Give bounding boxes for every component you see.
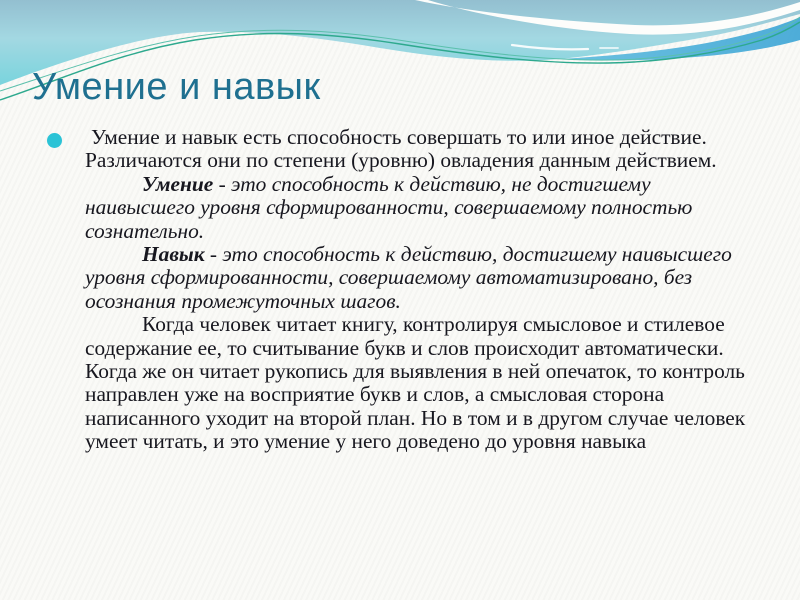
paragraph-navyk-definition	[85, 243, 753, 313]
bullet-circle-icon	[47, 133, 62, 148]
paragraph-umenie-definition	[85, 173, 753, 243]
paragraph-text: - это способность к действию, не достигшему наивысшего уровня сформированности, совершаемому полностью сознательно.	[85, 171, 693, 243]
paragraph-text: - это способность к действию, достигшему наивысшего уровня сформированности, совершаемому автоматизировано, без осознания промежуточных шагов.	[85, 242, 732, 313]
paragraph-example	[85, 313, 753, 453]
paragraph-definition-intro	[85, 126, 753, 173]
slide-title: Умение и навык	[32, 66, 321, 108]
paragraph-text: Когда человек читает книгу, контролируя смысловое и стилевое содержание ее, то считывание букв и слов происходит автоматически. Когда же он читает рукопись для выявления в ней опечаток, то контроль направлен уже на восприятие букв и слов, а смысловая сторона написанного уходит на второй план. Но в том и в другом случае человек умеет читать, и это умение у него доведено до уровня навыка	[85, 312, 746, 454]
paragraph-text: Умение и навык есть способность совершать то или иное действие. Различаются они по степени (уровню) овладения данным действием.	[85, 125, 717, 173]
slide-body	[85, 126, 753, 454]
paragraph-lead: Умение	[142, 171, 214, 196]
paragraph-lead: Навык	[142, 242, 205, 267]
